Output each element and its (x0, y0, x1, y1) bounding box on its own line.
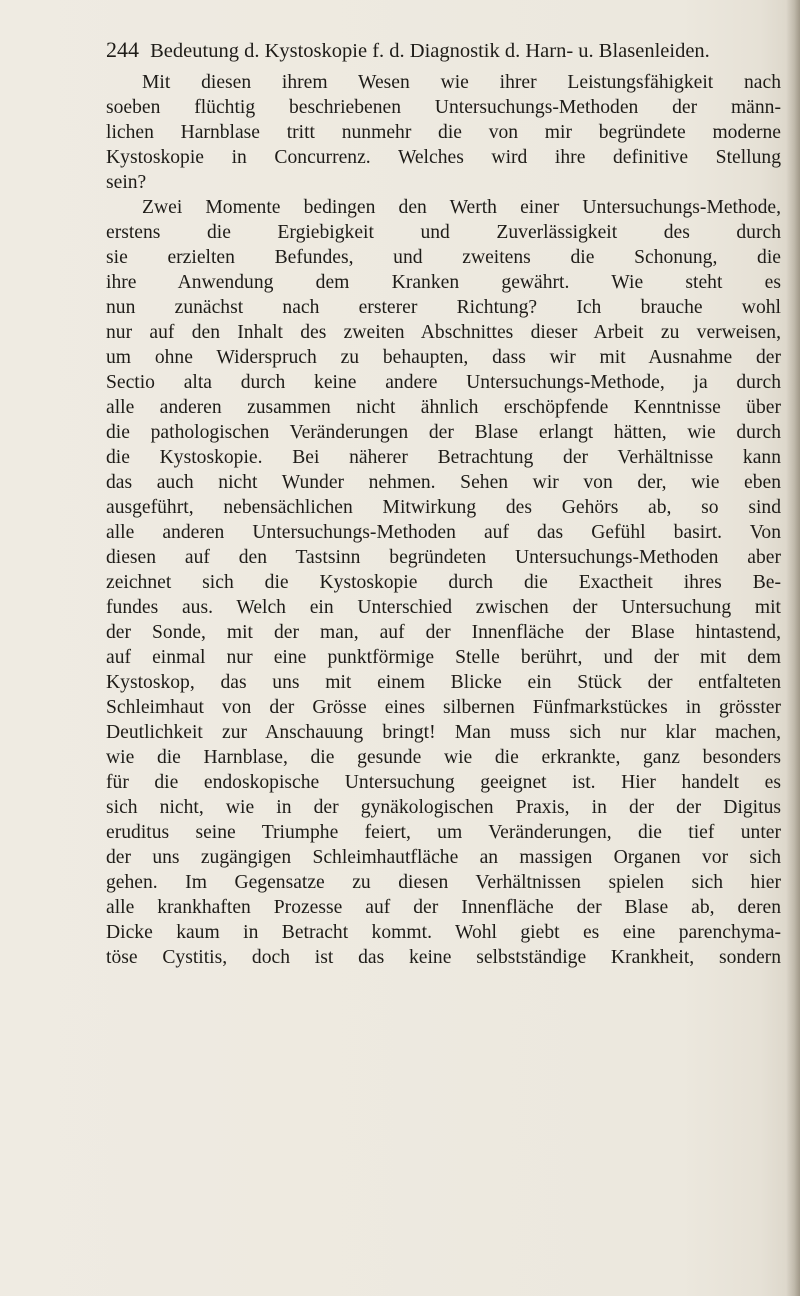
text-line: alle krankhaften Prozesse auf der Innenfläche der Blase ab, deren (106, 897, 781, 918)
text-line: lichen Harnblase tritt nunmehr die von mir begründete moderne (106, 122, 781, 143)
text-line: nur auf den Inhalt des zweiten Abschnittes dieser Arbeit zu verweisen, (106, 322, 781, 343)
text-line: ausgeführt, nebensächlichen Mitwirkung des Gehörs ab, so sind (106, 497, 781, 518)
body-text (106, 70, 781, 970)
text-line: wie die Harnblase, die gesunde wie die erkrankte, ganz besonders (106, 747, 781, 768)
text-line: um ohne Widerspruch zu behaupten, dass wir mit Ausnahme der (106, 347, 781, 368)
text-line: Zwei Momente bedingen den Werth einer Untersuchungs-Methode, (142, 197, 781, 218)
text-line: das auch nicht Wunder nehmen. Sehen wir von der, wie eben (106, 472, 781, 493)
text-line: der uns zugängigen Schleimhautfläche an massigen Organen vor sich (106, 847, 781, 868)
text-line: Deutlichkeit zur Anschauung bringt! Man muss sich nur klar machen, (106, 722, 781, 743)
text-line: erstens die Ergiebigkeit und Zuverlässigkeit des durch (106, 222, 781, 243)
page-edge-shadow (786, 0, 800, 1296)
text-line: soeben flüchtig beschriebenen Untersuchungs-Methoden der männ- (106, 97, 781, 118)
text-line: sie erzielten Befundes, und zweitens die Schonung, die (106, 247, 781, 268)
text-line: diesen auf den Tastsinn begründeten Untersuchungs-Methoden aber (106, 547, 781, 568)
text-line: Kystoskop, das uns mit einem Blicke ein Stück der entfalteten (106, 672, 781, 693)
text-line: die Kystoskopie. Bei näherer Betrachtung der Verhältnisse kann (106, 447, 781, 468)
text-line: die pathologischen Veränderungen der Blase erlangt hätten, wie durch (106, 422, 781, 443)
text-line: alle anderen Untersuchungs-Methoden auf das Gefühl basirt. Von (106, 522, 781, 543)
running-header (106, 37, 786, 63)
text-line: auf einmal nur eine punktförmige Stelle berührt, und der mit dem (106, 647, 781, 668)
text-line: Schleimhaut von der Grösse eines silbernen Fünfmarkstückes in grösster (106, 697, 781, 718)
text-line: eruditus seine Triumphe feiert, um Veränderungen, die tief unter (106, 822, 781, 843)
text-line: Sectio alta durch keine andere Untersuchungs-Methode, ja durch (106, 372, 781, 393)
text-line: sein? (106, 172, 147, 193)
text-line: fundes aus. Welch ein Unterschied zwischen der Untersuchung mit (106, 597, 781, 618)
text-line: zeichnet sich die Kystoskopie durch die Exactheit ihres Be- (106, 572, 781, 593)
text-line: sich nicht, wie in der gynäkologischen Praxis, in der der Digitus (106, 797, 781, 818)
text-line: töse Cystitis, doch ist das keine selbstständige Krankheit, sondern (106, 947, 781, 968)
text-line: gehen. Im Gegensatze zu diesen Verhältnissen spielen sich hier (106, 872, 781, 893)
text-line: Kystoskopie in Concurrenz. Welches wird ihre definitive Stellung (106, 147, 781, 168)
text-line: für die endoskopische Untersuchung geeignet ist. Hier handelt es (106, 772, 781, 793)
text-line: der Sonde, mit der man, auf der Innenfläche der Blase hintastend, (106, 622, 781, 643)
running-title: Bedeutung d. Kystoskopie f. d. Diagnostik d. Harn- u. Blasenleiden. (150, 40, 710, 62)
text-line: alle anderen zusammen nicht ähnlich erschöpfende Kenntnisse über (106, 397, 781, 418)
page-number: 244 (106, 37, 139, 62)
text-line: Dicke kaum in Betracht kommt. Wohl giebt es eine parenchyma- (106, 922, 781, 943)
text-line: Mit diesen ihrem Wesen wie ihrer Leistungsfähigkeit nach (142, 72, 781, 93)
text-line: ihre Anwendung dem Kranken gewährt. Wie steht es (106, 272, 781, 293)
text-line: nun zunächst nach ersterer Richtung? Ich brauche wohl (106, 297, 781, 318)
